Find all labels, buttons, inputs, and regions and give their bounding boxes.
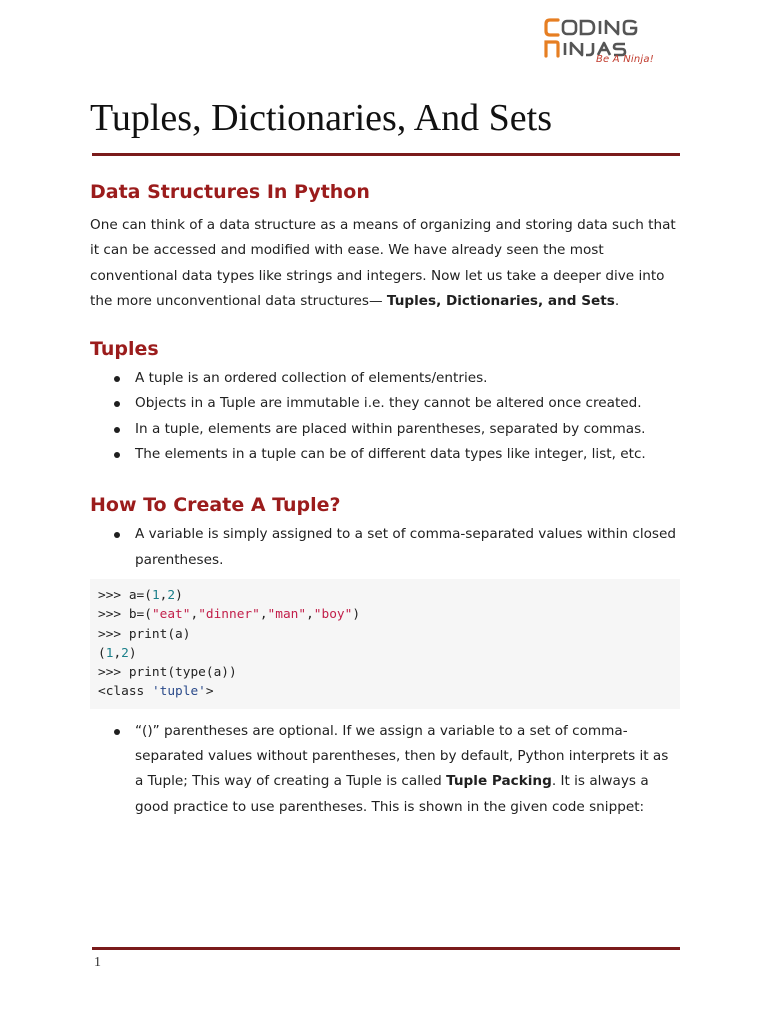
code-token: , bbox=[190, 607, 199, 623]
code-token: ) bbox=[352, 607, 361, 623]
code-line: >>> print(a) bbox=[98, 626, 191, 642]
section-heading-data-structures: Data Structures In Python bbox=[90, 181, 370, 203]
code-line: >>> print(type(a)) bbox=[98, 665, 237, 681]
page-number: 1 bbox=[94, 955, 101, 970]
list-item: In a tuple, elements are placed within parentheses, separated by commas. bbox=[90, 417, 680, 442]
code-string: "eat" bbox=[151, 607, 191, 623]
code-token: >>> a=( bbox=[98, 587, 152, 603]
create-bullet-list-2 bbox=[90, 719, 680, 820]
code-token: , bbox=[159, 587, 168, 603]
code-token: > bbox=[205, 684, 214, 700]
code-number: 2 bbox=[121, 645, 129, 661]
code-number: 1 bbox=[105, 645, 114, 661]
code-token: <class bbox=[98, 684, 152, 700]
code-token: ) bbox=[175, 587, 183, 603]
code-token: ) bbox=[128, 645, 137, 661]
list-item: A variable is simply assigned to a set of comma-separated values within closed parentheses. bbox=[90, 522, 680, 573]
code-token: >>> b=( bbox=[98, 607, 152, 623]
bullet-bold: Tuple Packing bbox=[446, 773, 552, 790]
code-line bbox=[98, 605, 672, 624]
tuples-bullet-list bbox=[90, 366, 680, 467]
footer-divider bbox=[92, 947, 680, 950]
code-string: "dinner" bbox=[198, 607, 260, 623]
code-number: 2 bbox=[167, 587, 176, 603]
bullet-end: . It is always a good practice to use parentheses. This is shown in the given code snippet: bbox=[135, 773, 649, 815]
title-divider bbox=[92, 153, 680, 156]
bullet-text: “()” parentheses are optional. If we assign a variable to a set of comma-separated values without parentheses, then by default, Python interprets it as a Tuple; This way of creating a Tuple is called bbox=[135, 722, 669, 790]
code-line bbox=[98, 682, 672, 701]
code-line bbox=[98, 644, 672, 663]
code-class-name: 'tuple' bbox=[151, 684, 206, 700]
paragraph-end: . bbox=[614, 292, 620, 309]
list-item: The elements in a tuple can be of different data types like integer, list, etc. bbox=[90, 442, 680, 467]
code-token: , bbox=[113, 645, 122, 661]
code-token: , bbox=[306, 607, 314, 623]
paragraph-bold: Tuples, Dictionaries, and Sets bbox=[386, 292, 615, 309]
page-title: Tuples, Dictionaries, And Sets bbox=[90, 97, 552, 139]
list-item: Objects in a Tuple are immutable i.e. they cannot be altered once created. bbox=[90, 391, 680, 416]
code-token: , bbox=[259, 607, 268, 623]
list-item bbox=[90, 719, 680, 820]
code-snippet bbox=[90, 579, 680, 709]
logo-tagline: Be A Ninja! bbox=[596, 54, 654, 65]
create-bullet-list bbox=[90, 522, 680, 573]
list-item: A tuple is an ordered collection of elements/entries. bbox=[90, 366, 680, 391]
code-string: "man" bbox=[267, 607, 307, 623]
code-number: 1 bbox=[151, 587, 160, 603]
section-heading-create-tuple: How To Create A Tuple? bbox=[90, 494, 341, 517]
code-string: "boy" bbox=[313, 607, 353, 623]
code-token: ( bbox=[98, 645, 106, 661]
data-structures-paragraph bbox=[90, 213, 680, 314]
section-heading-tuples: Tuples bbox=[90, 338, 159, 361]
paragraph-text: One can think of a data structure as a means of organizing and storing data such that it can be accessed and modified with ease. We have already seen the most conventional data types like strings and integers. Now let us take a deeper dive into the more unconventional data structures— bbox=[90, 217, 676, 309]
document-body bbox=[90, 178, 680, 820]
code-line bbox=[98, 586, 672, 605]
